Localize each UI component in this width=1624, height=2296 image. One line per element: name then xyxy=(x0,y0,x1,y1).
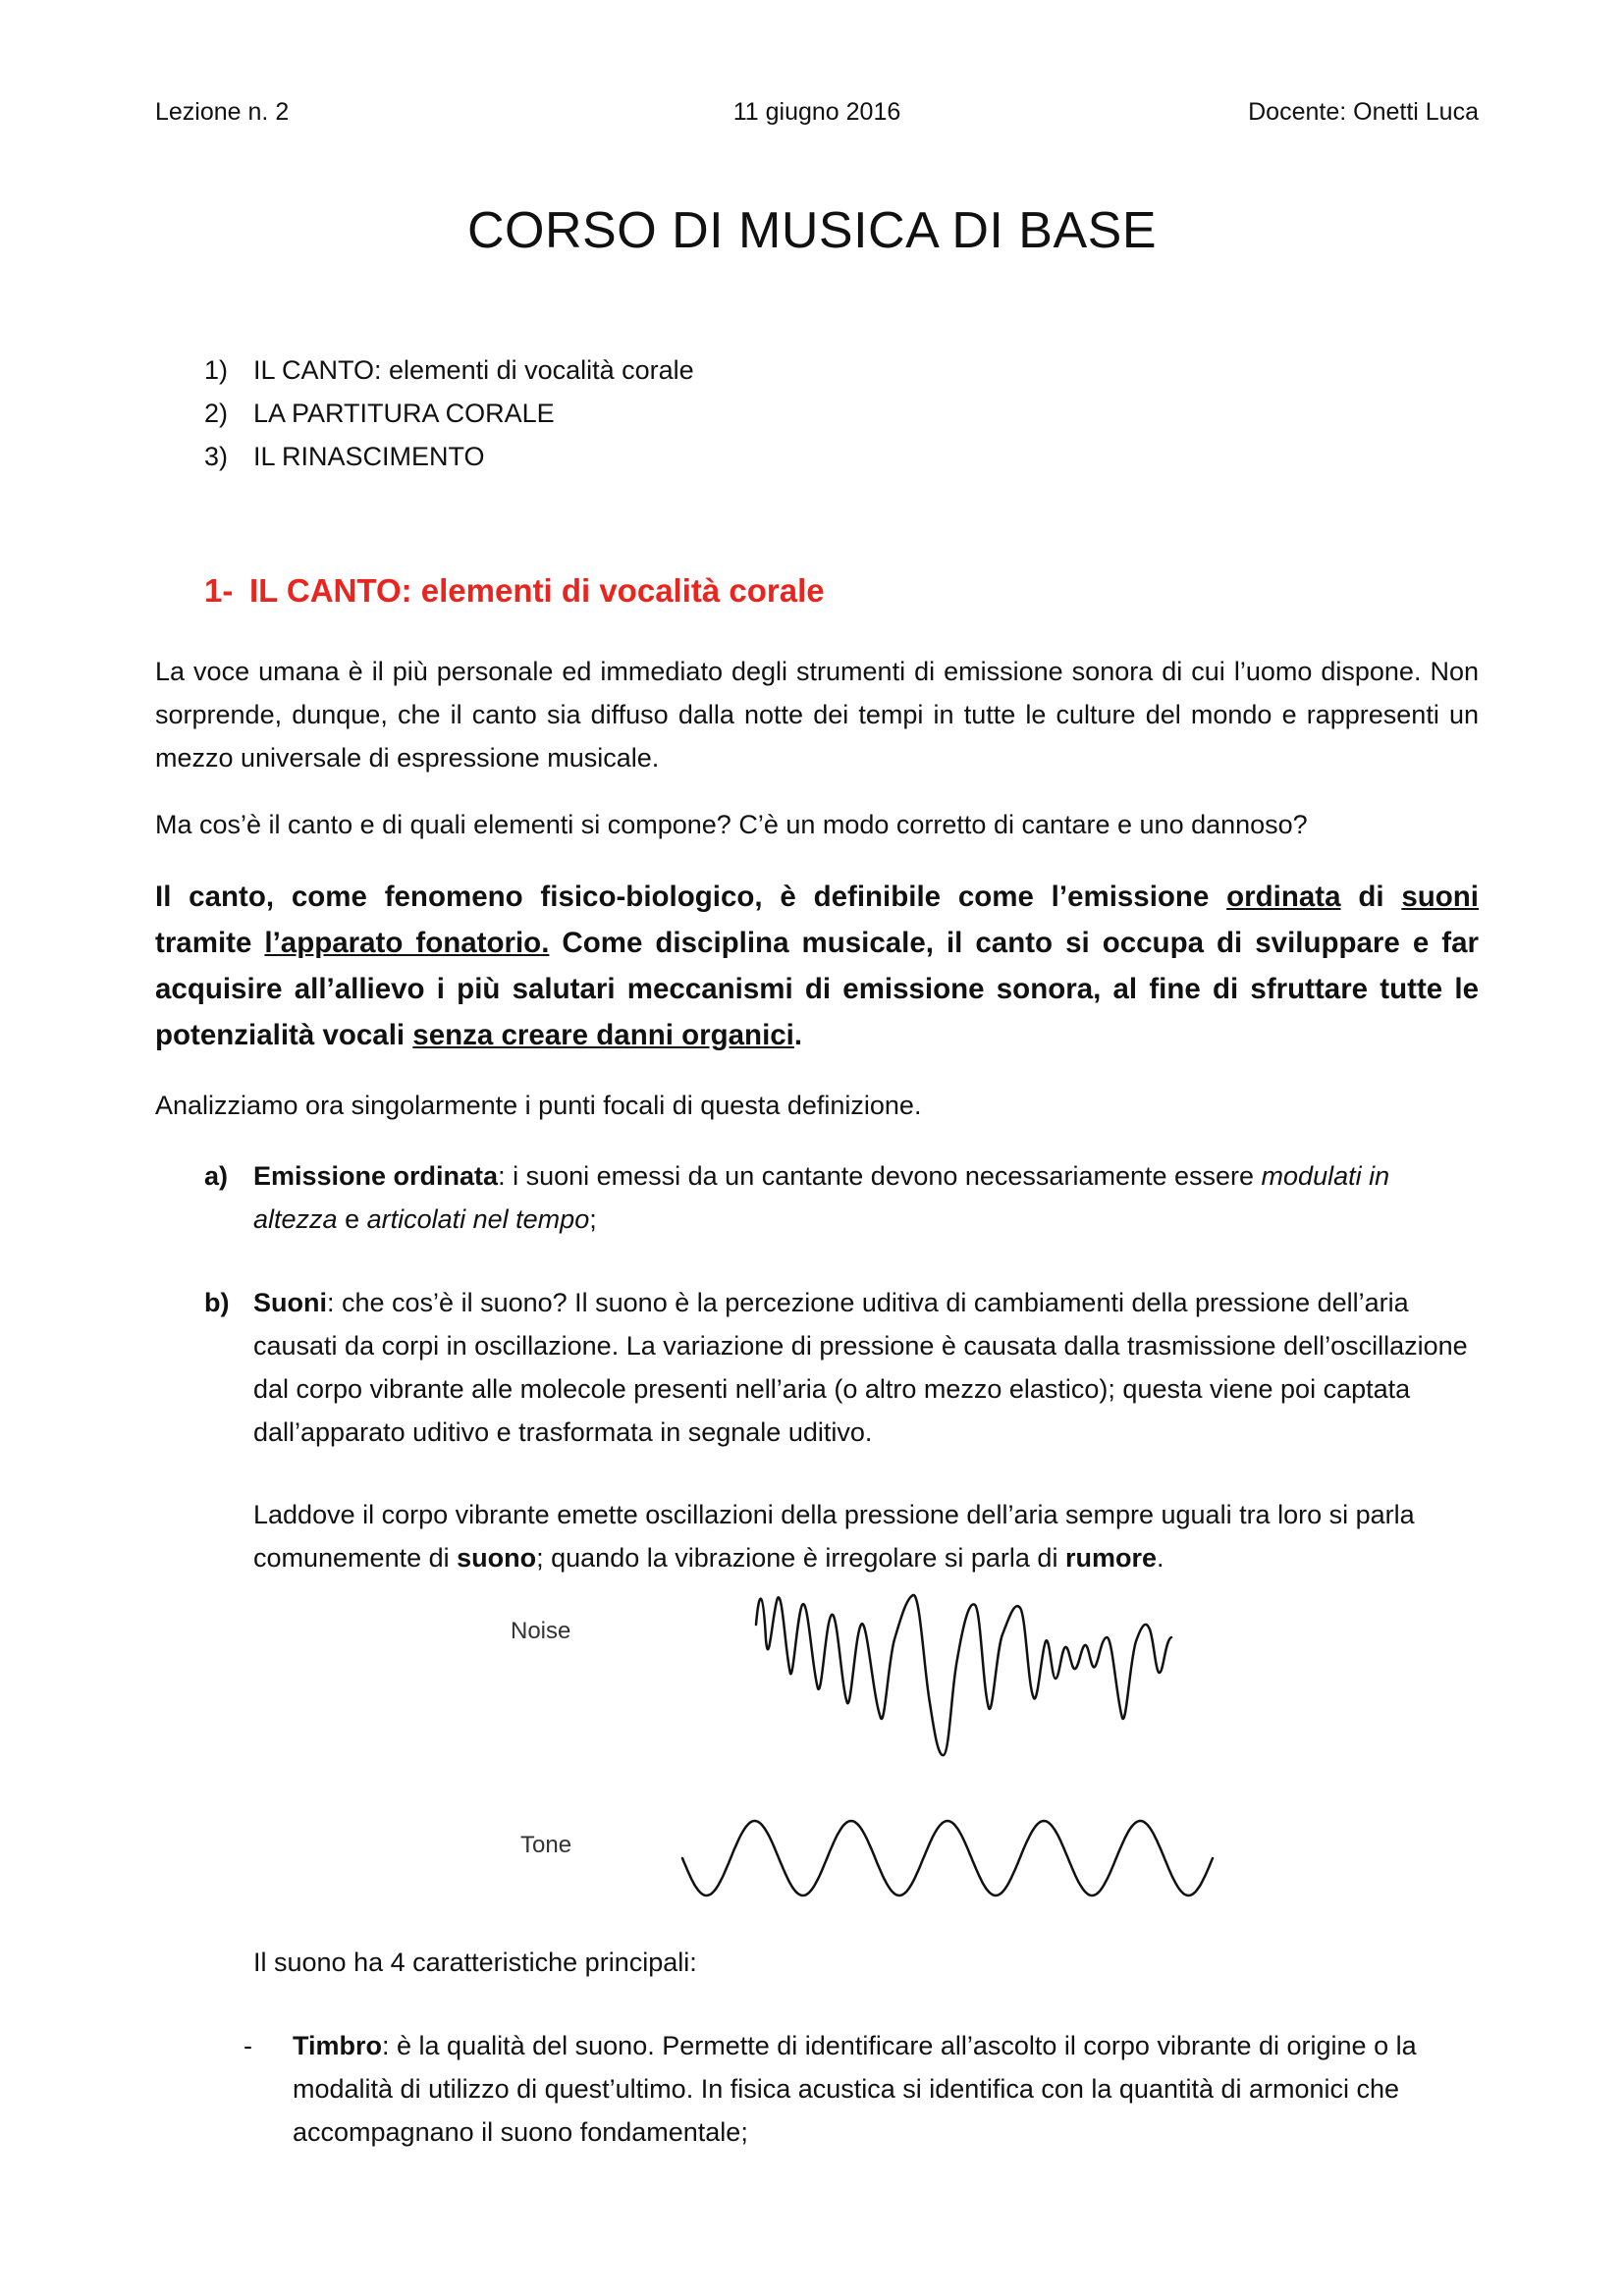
bold-term: Emissione ordinata xyxy=(253,1161,499,1191)
underlined-term: ordinata xyxy=(1226,881,1341,913)
tone-label: Tone xyxy=(520,1832,572,1858)
underlined-term: senza creare danni organici xyxy=(412,1019,794,1051)
definition-text: . xyxy=(793,1019,803,1051)
item-text: : che cos’è il suono? Il suono è la percezione uditiva di cambiamenti della pressione dell’aria causati da corpi in oscillazione. La variazione di pressione è causata dalla trasmissione dell’oscillazione dal corpo vibrante alle molecole presenti nell’aria (o altro mezzo elastico); questa viene poi captata dall’apparato uditivo e trasformata in segnale uditivo. xyxy=(253,1288,1468,1447)
definition-text: Il canto, come fenomeno fisico-biologico, è definibile come l’emissione xyxy=(155,881,1227,913)
tone-wave-line xyxy=(682,1821,1213,1896)
sound-noise-paragraph xyxy=(253,1493,1481,1579)
paragraph-text: ; quando la vibrazione è irregolare si parla di xyxy=(536,1543,1065,1573)
bold-term: Timbro xyxy=(293,2031,383,2060)
toc-text: LA PARTITURA CORALE xyxy=(253,399,555,428)
definition-text: tramite xyxy=(155,927,265,959)
noise-wave-line xyxy=(756,1595,1171,1755)
toc-text: IL CANTO: elementi di vocalità corale xyxy=(253,355,694,385)
definition-paragraph xyxy=(155,874,1479,1058)
list-item-a xyxy=(204,1154,1481,1241)
noise-label: Noise xyxy=(511,1618,571,1644)
list-marker: a) xyxy=(204,1161,229,1191)
underlined-term: suoni xyxy=(1401,881,1479,913)
list-item-text xyxy=(253,1154,1481,1241)
page-header xyxy=(155,98,1479,133)
paragraph-text: Laddove il corpo vibrante emette oscillazioni della pressione dell’aria sempre uguali tra loro si parla comunemente di xyxy=(253,1500,1415,1573)
characteristics-intro: Il suono ha 4 caratteristiche principali: xyxy=(253,1948,697,1977)
italic-term: modulati in altezza xyxy=(253,1161,1390,1234)
dash-marker: - xyxy=(244,2031,252,2060)
page-title: CORSO DI MUSICA DI BASE xyxy=(466,202,1158,259)
item-text: e xyxy=(337,1204,367,1234)
list-item-text xyxy=(253,1281,1481,1454)
question-paragraph: Ma cos’è il canto e di quali elementi si compone? C’è un modo corretto di cantare e uno dannoso? xyxy=(155,810,1308,839)
table-of-contents xyxy=(204,348,694,478)
paragraph-text: . xyxy=(1156,1543,1164,1573)
item-text: ; xyxy=(589,1204,597,1234)
item-text: : i suoni emessi da un cantante devono necessariamente essere xyxy=(498,1161,1262,1191)
section-number: 1- xyxy=(204,572,234,609)
toc-item xyxy=(204,348,694,392)
toc-item xyxy=(204,435,694,478)
list-marker: b) xyxy=(204,1288,230,1317)
toc-text: IL RINASCIMENTO xyxy=(253,442,485,471)
intro-paragraph: La voce umana è il più personale ed immediato degli strumenti di emissione sonora di cui l’uomo dispone. Non sorprende, dunque, che il canto sia diffuso dalla notte dei tempi in tutte le culture del mondo e rappresenti un mezzo universale di espressione musicale. xyxy=(155,657,1479,773)
teacher-name: Docente: Onetti Luca xyxy=(1248,98,1479,126)
bold-term: Suoni xyxy=(253,1288,327,1317)
toc-number: 2) xyxy=(204,399,229,428)
bold-term: suono xyxy=(457,1543,537,1573)
definition-text: Come disciplina musicale, il canto si occupa di sviluppare e far acquisire all’allievo i più salutari meccanismi di emissione sonora, al fine di sfruttare tutte le potenzialità vocali xyxy=(155,927,1479,1051)
bold-term: rumore xyxy=(1064,1543,1157,1573)
lesson-number: Lezione n. 2 xyxy=(155,98,290,126)
noise-waveform xyxy=(751,1580,1203,1767)
italic-term: articolati nel tempo xyxy=(366,1204,590,1234)
list-item-text xyxy=(293,2024,1481,2154)
tone-waveform xyxy=(677,1804,1227,1912)
section-heading xyxy=(204,572,825,610)
toc-item xyxy=(204,392,694,435)
section-title: IL CANTO: elementi di vocalità corale xyxy=(249,572,825,609)
toc-number: 1) xyxy=(204,355,229,385)
toc-number: 3) xyxy=(204,442,229,471)
underlined-term: l’apparato fonatorio. xyxy=(264,927,550,959)
item-text: : è la qualità del suono. Permette di identificare all’ascolto il corpo vibrante di origine o la modalità di utilizzo di quest’ultimo. In fisica acustica si identifica con la quantità di armonici che accompagnano il suono fondamentale; xyxy=(293,2031,1417,2147)
lesson-date: 11 giugno 2016 xyxy=(732,98,901,126)
definition-text: di xyxy=(1340,881,1402,913)
analysis-paragraph: Analizziamo ora singolarmente i punti focali di questa definizione. xyxy=(155,1091,922,1120)
list-item-timbro xyxy=(155,2024,1481,2154)
list-item-b xyxy=(204,1281,1481,1454)
